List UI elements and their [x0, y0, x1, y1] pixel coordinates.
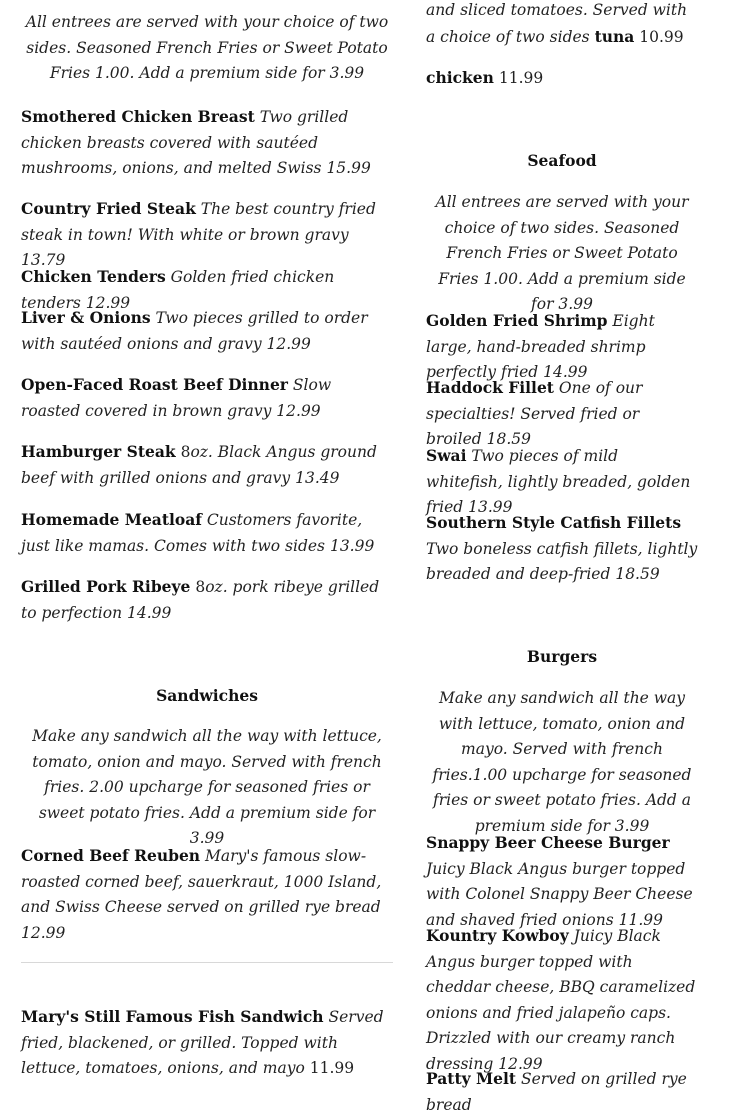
item-desc: oz. pork ribeye grilled to perfection — [21, 578, 380, 622]
item-name: Kountry Kowboy — [426, 926, 569, 945]
item-price: 13.49 — [295, 468, 340, 487]
sandwiches-note: Make any sandwich all the way with lettuce, tomato, onion and mayo. Served with french fries. 2.00 upcharge for seasoned fries or sweet potato fries. Add a premium side for 3.99 — [32, 727, 382, 848]
item-name: Grilled Pork Ribeye — [21, 577, 191, 596]
item-name: Mary's Still Famous Fish Sandwich — [21, 1007, 324, 1026]
burgers-note: Make any sandwich all the way with lettuce, tomato, onion and mayo. Served with french fries.1.00 upcharge for seasoned fries or sweet potato fries. Add a premium side for 3.99 — [432, 689, 692, 835]
item-price: 11.99 — [309, 1059, 355, 1078]
item-price: 13.99 — [329, 536, 375, 555]
item-name: Smothered Chicken Breast — [21, 107, 255, 126]
item-price: 18.59 — [615, 565, 660, 584]
item-price: 13.79 — [21, 251, 66, 270]
item-desc: Served fried, blackened, or grilled. Topped with lettuce, tomatoes, onions, and mayo — [21, 1008, 384, 1078]
item-price: 11.99 — [618, 910, 664, 929]
item-name: Patty Melt — [426, 1069, 517, 1088]
item-desc: Served on grilled rye bread — [426, 1070, 687, 1114]
item-price: 15.99 — [326, 159, 371, 178]
item-option-label: tuna — [594, 26, 635, 46]
item-price: 12.99 — [276, 401, 321, 420]
menu-item — [426, 510, 698, 588]
item-name: Haddock Fillet — [426, 378, 554, 397]
item-name: Southern Style Catfish Fillets — [426, 513, 682, 532]
menu-item — [21, 196, 393, 274]
item-desc: Eight large, hand-breaded shrimp perfectly fried — [426, 312, 655, 382]
item-price: 14.99 — [127, 603, 172, 622]
item-desc: Two pieces of mild whitefish, lightly breaded, golden fried — [426, 447, 691, 517]
item-desc: and sliced tomatoes. Served with a choice of two sides — [426, 1, 688, 46]
menu-item-option — [426, 65, 698, 92]
item-desc-lead: 8 — [195, 578, 206, 596]
menu-item — [21, 372, 393, 424]
item-name: Swai — [426, 446, 467, 465]
item-desc: oz. Black Angus ground beef with grilled onions and gravy — [21, 443, 377, 487]
item-price: 13.99 — [468, 498, 513, 517]
item-desc: Mary's famous slow-roasted corned beef, sauerkraut, 1000 Island, and Swiss Cheese served on grilled rye bread — [21, 847, 382, 917]
item-desc-lead: 8 — [180, 443, 191, 461]
item-desc: Juicy Black Angus burger topped with Colonel Snappy Beer Cheese and shaved fried onions — [426, 859, 693, 929]
burgers-heading: Burgers — [526, 647, 598, 666]
menu-item — [426, 375, 698, 453]
divider — [21, 962, 393, 963]
item-price: 12.99 — [266, 334, 311, 353]
menu-item — [21, 439, 393, 491]
menu-item — [21, 843, 393, 946]
item-desc: Golden fried chicken tenders — [21, 268, 335, 312]
item-name: Snappy Beer Cheese Burger — [426, 833, 670, 852]
item-price: 12.99 — [85, 293, 131, 312]
seafood-heading: Seafood — [527, 151, 597, 170]
menu-item — [426, 1066, 698, 1118]
menu-item — [426, 923, 698, 1078]
item-name: Homemade Meatloaf — [21, 510, 202, 529]
item-desc: Two grilled chicken breasts covered with sautéed mushrooms, onions, and melted Swiss — [21, 108, 349, 178]
menu-item — [21, 305, 393, 357]
seafood-note: All entrees are served with your choice of two sides. Seasoned French Fries or Sweet Potato Fries 1.00. Add a premium side for 3.99 — [435, 193, 689, 314]
item-price: 10.99 — [639, 27, 684, 46]
item-desc: Slow roasted covered in brown gravy — [21, 376, 332, 420]
menu-item — [21, 574, 393, 626]
entrees-note: All entrees are served with your choice of two sides. Seasoned French Fries or Sweet Potato Fries 1.00. Add a premium side for 3.99 — [25, 13, 389, 83]
item-name: Hamburger Steak — [21, 442, 176, 461]
menu-item — [426, 830, 698, 933]
item-name: Open-Faced Roast Beef Dinner — [21, 375, 288, 394]
item-name: Country Fried Steak — [21, 199, 196, 218]
item-desc: Two pieces grilled to order with sautéed onions and gravy — [21, 309, 368, 353]
menu-item — [21, 1004, 393, 1082]
item-name: Liver & Onions — [21, 308, 151, 327]
item-desc: Two boneless catfish fillets, lightly breaded and deep-fried — [426, 539, 698, 584]
item-desc: One of our specialties! Served fried or broiled — [426, 379, 643, 449]
menu-item — [21, 507, 393, 559]
item-name: Corned Beef Reuben — [21, 846, 201, 865]
item-name: Chicken Tenders — [21, 267, 166, 286]
item-price: 12.99 — [21, 923, 66, 942]
menu-item — [21, 104, 393, 182]
sandwiches-heading: Sandwiches — [156, 686, 258, 705]
item-desc: Juicy Black Angus burger topped with cheddar cheese, BBQ caramelized onions and fried jalapeño caps. Drizzled with our creamy ranch dressing — [426, 927, 696, 1073]
item-price: 12.99 — [498, 1054, 543, 1073]
item-price: 18.59 — [486, 430, 531, 449]
item-price: 14.99 — [543, 363, 588, 382]
item-price: 11.99 — [498, 69, 544, 87]
menu-item-continued — [426, 0, 698, 50]
item-name: Golden Fried Shrimp — [426, 311, 608, 330]
item-desc: The best country fried steak in town! With white or brown gravy — [21, 200, 376, 244]
item-desc: Customers favorite, just like mamas. Comes with two sides — [21, 511, 363, 555]
item-option-label: chicken — [426, 68, 494, 87]
